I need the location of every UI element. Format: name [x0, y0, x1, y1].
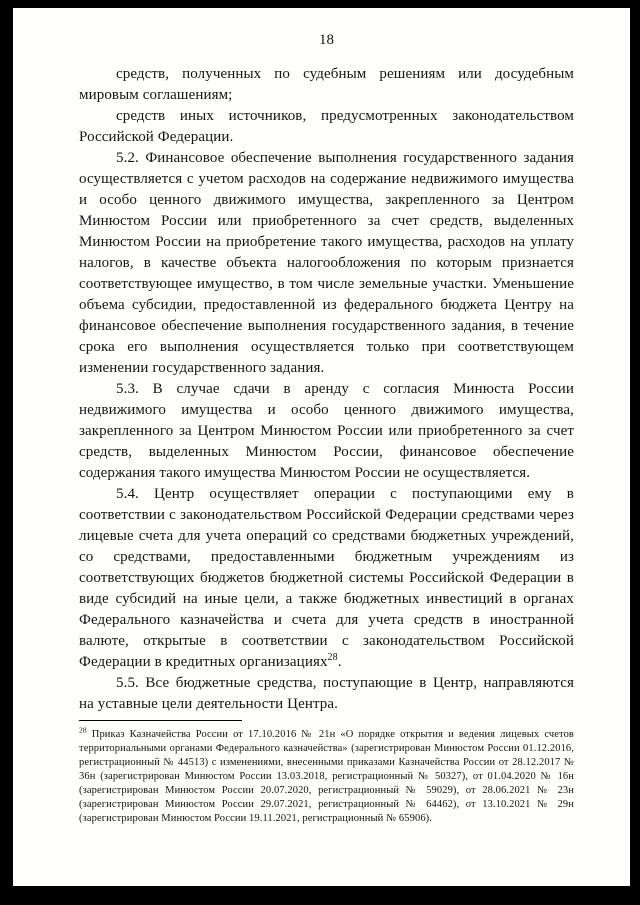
- paragraph-5-5: 5.5. Все бюджетные средства, поступающие в Центр, направляются на уставные цели деятельности Центра.: [79, 675, 574, 712]
- document-body: [79, 64, 574, 715]
- footnote-number: 28: [79, 725, 87, 735]
- paragraph-5-3: 5.3. В случае сдачи в аренду с согласия Минюста России недвижимого имущества и особо ценного движимого имущества, закрепленного за Центром Минюстом России или приобретенного за счет средств, выделенных Минюстом России, финансовое обеспечение содержания такого имущества Минюстом России не осуществляется.: [79, 381, 574, 481]
- footnote-reference-mark: 28: [327, 652, 338, 663]
- footnote-body: Приказ Казначейства России от 17.10.2016 № 21н «О порядке открытия и ведения лицевых счетов территориальными органами Федерального казначейства» (зарегистрирован Минюстом России 01.12.2016, регистрационный № 44513) с изменениями, внесенными приказами Казначейства России от 28.12.2017 № 36н (зарегистрирован Минюстом России 13.03.2018, регистрационный № 50327), от 01.04.2020 № 16н (зарегистрирован Минюстом России 20.07.2020, регистрационный № 59029), от 28.06.2021 № 23н (зарегистрирован Минюстом России 29.07.2021, регистрационный № 64462), от 13.10.2021 № 29н (зарегистрирован Минюстом России 19.11.2021, регистрационный № 65906).: [79, 729, 574, 824]
- paragraph-5-4-text: 5.4. Центр осуществляет операции с поступающими ему в соответствии с законодательством Российской Федерации средствами через лицевые счета для учета операций со средствами бюджетных учреждений, со средствами, предоставленными бюджетным учреждениям из соответствующих бюджетов бюджетной системы Российской Федерации в виде субсидий на иные цели, а также бюджетных инвестиций в органах Федерального казначейства и счета для учета средств в иностранной валюте, открытые в соответствии с законодательством Российской Федерации в кредитных организациях: [79, 486, 574, 670]
- page-content: [13, 8, 630, 715]
- paragraph-5-4-period: .: [337, 654, 342, 670]
- paragraph-sources-court: средств, полученных по судебным решениям или досудебным мировым соглашениям;: [79, 66, 574, 103]
- footnote-text: [79, 725, 574, 826]
- paragraph-5-4: [79, 484, 574, 673]
- page-number: 18: [319, 32, 334, 48]
- paragraph-sources-other: средств иных источников, предусмотренных законодательством Российской Федерации.: [79, 108, 574, 145]
- footnote-section: [79, 720, 574, 826]
- footnote-separator-line: [79, 720, 242, 721]
- paragraph-5-2: 5.2. Финансовое обеспечение выполнения государственного задания осуществляется с учетом расходов на содержание недвижимого имущества и особо ценного движимого имущества, закрепленного за Центром Минюстом России или приобретенного за счет средств, выделенных Минюстом России на приобретение такого имущества, расходов на уплату налогов, в качестве объекта налогообложения по которым признается соответствующее имущество, в том числе земельные участки. Уменьшение объема субсидии, предоставленной из федерального бюджета Центру на финансовое обеспечение выполнения государственного задания, в течение срока его выполнения осуществляется только при соответствующем изменении государственного задания.: [79, 150, 574, 376]
